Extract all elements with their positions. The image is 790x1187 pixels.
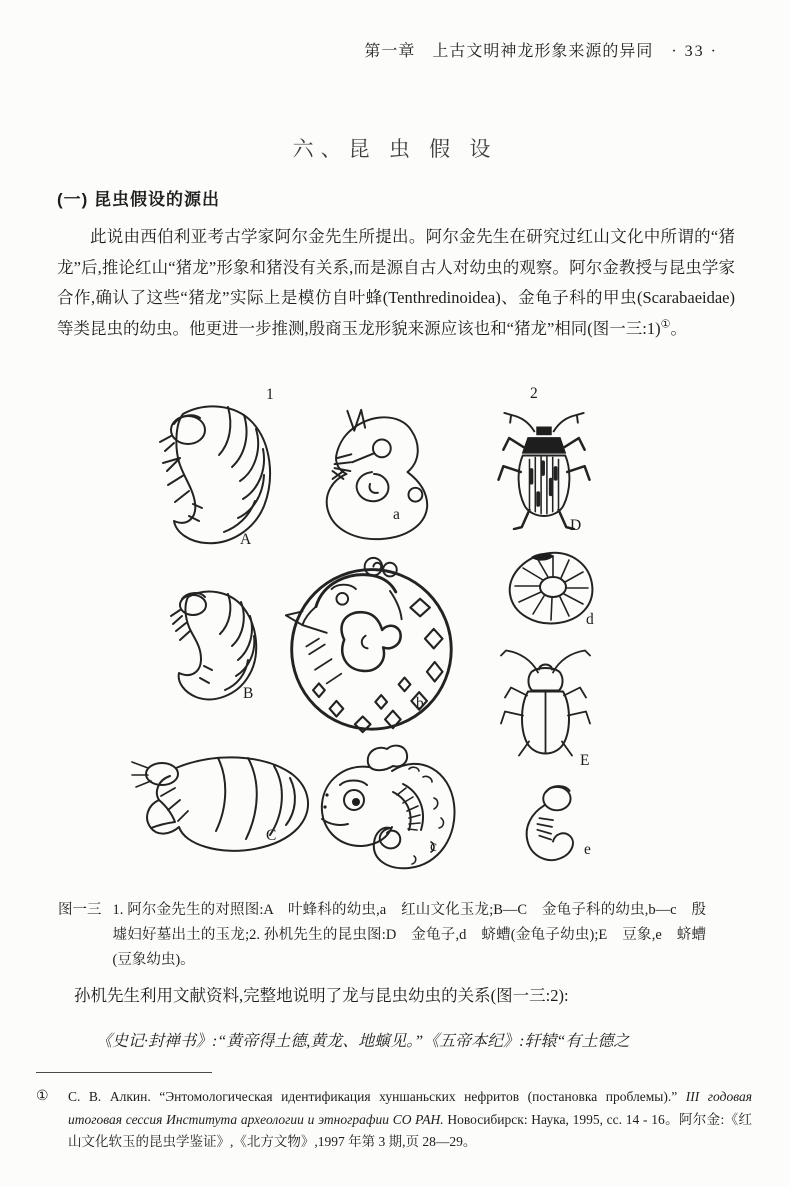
illustration-jade-c (310, 742, 460, 878)
figure-label-D: D (570, 517, 582, 534)
footnote-citation: С. В. Алкин. “Энтомологическая идентификация хуншаньских нефритов (постановка проблемы).” (68, 1089, 686, 1104)
paragraph-intro-end: 。 (670, 318, 687, 338)
illustration-beetle-D (494, 412, 594, 530)
illustration-larva-B (148, 585, 278, 707)
paragraph-intro (57, 222, 735, 344)
illustration-larva-A (133, 398, 285, 548)
illustration-larva-C (130, 748, 315, 858)
footnote (36, 1086, 752, 1154)
figure-caption (58, 898, 706, 973)
illustration-jade-b (280, 552, 460, 737)
figure-label-e: e (584, 841, 591, 858)
figure-label-d: d (586, 611, 594, 628)
page-number: · 33 · (671, 43, 718, 60)
caption-text: 1. 阿尔金先生的对照图:A 叶蜂科的幼虫,a 红山文化玉龙;B—C 金龟子科的幼虫,b—c 殷墟妇好墓出土的玉龙;2. 孙机先生的昆虫图:D 金龟子,d 蛴螬(金龟子幼虫);E 豆象,e 蛴螬(豆象幼虫)。 (112, 902, 706, 968)
figure-label-E: E (580, 752, 590, 769)
illustration-larva-d (503, 548, 598, 628)
footnote-publication: Новосибирск: Наука, 1995, сс. 14 - 16。阿尔金:《红山文化软玉的昆虫学鉴证》,《北方文物》,1997 年第 3 期,页 28—29。 (68, 1111, 752, 1149)
paragraph-sunji: 孙机先生利用文献资料,完整地说明了龙与昆虫幼虫的关系(图一三:2): (74, 986, 569, 1005)
footnote-journal-italic: III годовая итоговая сессия Института археологии и этнографии СО РАН. (68, 1089, 752, 1127)
figure-label-B: B (243, 685, 254, 702)
footnote-divider (36, 1072, 212, 1073)
running-head (364, 38, 718, 61)
footnote-reference: ① (660, 318, 671, 330)
figure-label-c: c (430, 838, 437, 855)
figure-label-a: a (393, 506, 400, 523)
chapter-title: 第一章 上古文明神龙形象来源的异同 (364, 43, 654, 60)
footnote-marker: ① (36, 1089, 49, 1104)
illustration-jade-a (298, 405, 448, 545)
footnote-text (68, 1086, 752, 1154)
section-title: 六、昆 虫 假 设 (292, 137, 498, 161)
caption-label: 图一三 (58, 902, 102, 918)
figure-label-b: b (416, 695, 424, 712)
paragraph-intro-text: 此说由西伯利亚考古学家阿尔金先生所提出。阿尔金先生在研究过红山文化中所谓的“猪龙”后,推论红山“猪龙”形象和猪没有关系,而是源自古人对幼虫的观察。阿尔金教授与昆虫学家合作,确认了这些“猪龙”实际上是模仿自叶蜂(Tenthredinoidea)、金龟子科的甲虫(Scarabaeidae)等类昆虫的幼虫。他更进一步推测,殷商玉龙形貌来源应该也和“猪龙”相同(图一三:1) (57, 227, 735, 338)
illustration-larva-e (513, 782, 593, 864)
figure-label-A: A (240, 531, 252, 548)
figure-13 (0, 385, 790, 898)
subsection-title: (一) 昆虫假设的源出 (57, 190, 221, 209)
figure-group-label-1: 1 (266, 386, 274, 403)
quotation-shiji: 《史记·封禅书》:“黄帝得土德,黄龙、地螾见。”《五帝本纪》:轩辕“有土德之 (96, 1033, 630, 1050)
figure-label-C: C (266, 827, 277, 844)
illustration-beetle-E (498, 648, 593, 761)
figure-group-label-2: 2 (530, 385, 538, 402)
